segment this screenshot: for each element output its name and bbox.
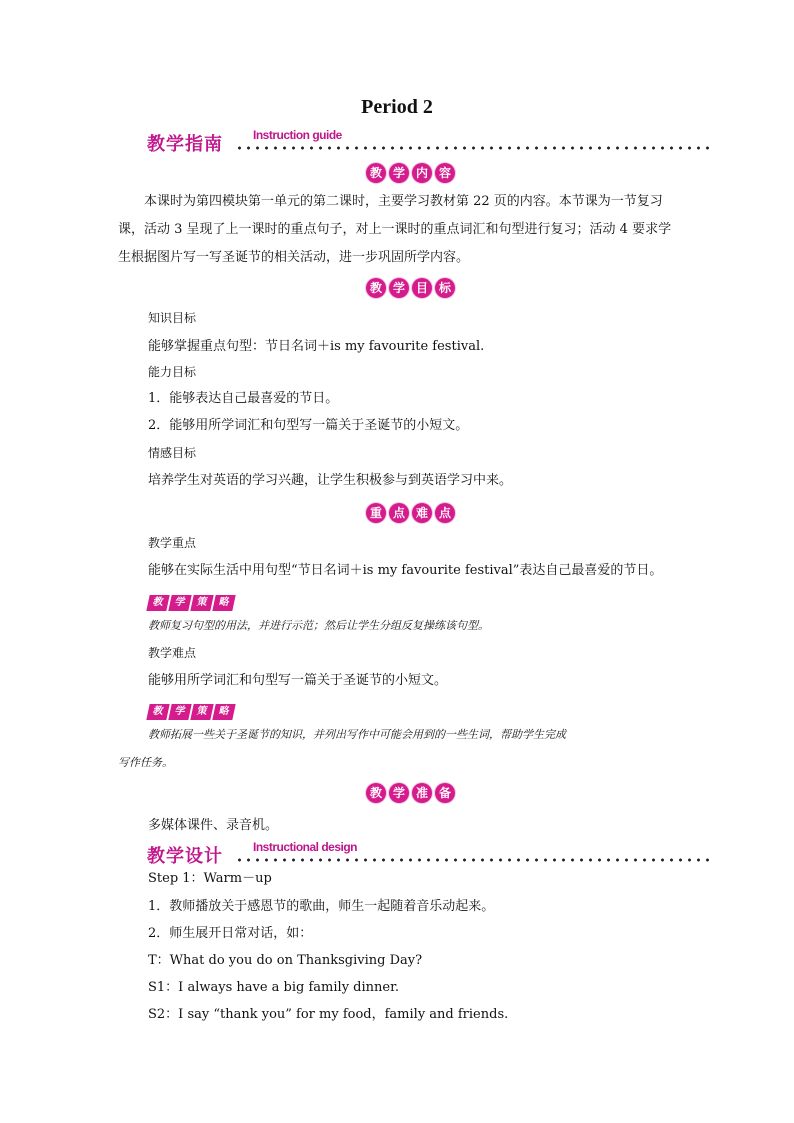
badge-char: 内 — [412, 163, 432, 183]
section-title-cn: 教学设计 — [147, 846, 223, 867]
step-1-heading: Step 1：Warm－up — [148, 871, 272, 886]
focus-strategy-text: 教师复习句型的用法，并进行示范；然后让学生分组反复操练该句型。 — [148, 619, 489, 632]
badge-char: 准 — [412, 783, 432, 803]
dotted-rule — [235, 146, 709, 150]
badge-teaching-content — [366, 162, 458, 184]
badge-char: 教 — [366, 163, 386, 183]
badge-char: 学 — [389, 278, 409, 298]
badge-char: 难 — [412, 503, 432, 523]
badge-char: 备 — [435, 783, 455, 803]
badge-char: 教 — [366, 278, 386, 298]
focus-text: 能够在实际生活中用句型“节日名词＋is my favourite festival”表达自己最喜爱的节日。 — [148, 563, 663, 578]
emotion-goal-text: 培养学生对英语的学习兴趣，让学生积极参与到英语学习中来。 — [148, 473, 513, 488]
difficulty-text: 能够用所学词汇和句型写一篇关于圣诞节的小短文。 — [148, 673, 448, 688]
badge-char: 点 — [435, 503, 455, 523]
page-title: Period 2 — [361, 96, 433, 118]
knowledge-goal-text: 能够掌握重点句型：节日名词＋is my favourite festival. — [148, 339, 485, 354]
dialogue-student-2: S2：I say “thank you” for my food，family and friends. — [148, 1007, 509, 1022]
dialogue-student-1: S1：I always have a big family dinner. — [148, 980, 400, 995]
knowledge-goal-label: 知识目标 — [148, 311, 197, 325]
emotion-goal-label: 情感目标 — [148, 446, 197, 460]
badge-teaching-goals — [366, 277, 458, 299]
strategy-char: 教 — [146, 595, 169, 611]
strategy-char: 略 — [212, 704, 235, 720]
section-title-en: Instruction guide — [253, 128, 342, 142]
design-item-1: 1．教师播放关于感恩节的歌曲，师生一起随着音乐动起来。 — [148, 899, 495, 914]
ability-goal-2: 2．能够用所学词汇和句型写一篇关于圣诞节的小短文。 — [148, 418, 469, 433]
section-title-cn: 教学指南 — [147, 134, 223, 155]
focus-label: 教学重点 — [148, 536, 197, 550]
dotted-rule — [235, 858, 709, 862]
preparation-text: 多媒体课件、录音机。 — [148, 818, 279, 833]
strategy-char: 略 — [212, 595, 235, 611]
strategy-char: 策 — [190, 704, 213, 720]
strategy-char: 学 — [168, 704, 191, 720]
strategy-char: 学 — [168, 595, 191, 611]
badge-char: 教 — [366, 783, 386, 803]
badge-key-difficult-points — [366, 502, 458, 524]
section-header-instruction-guide — [147, 130, 709, 158]
teaching-strategy-tag — [148, 590, 236, 608]
section-header-instructional-design — [147, 842, 709, 870]
badge-char: 点 — [389, 503, 409, 523]
badge-char: 学 — [389, 163, 409, 183]
badge-char: 目 — [412, 278, 432, 298]
badge-char: 重 — [366, 503, 386, 523]
teaching-strategy-tag — [148, 699, 236, 717]
strategy-char: 策 — [190, 595, 213, 611]
badge-teaching-preparation — [366, 782, 458, 804]
difficulty-label: 教学难点 — [148, 646, 197, 660]
difficulty-strategy-line-2: 写作任务。 — [118, 756, 173, 769]
ability-goal-label: 能力目标 — [148, 365, 197, 379]
design-item-2: 2．师生展开日常对话，如： — [148, 926, 313, 941]
content-paragraph: 本课时为第四模块第一单元的第二课时，主要学习教材第 22 页的内容。本节课为一节复习课，活动 3 呈现了上一课时的重点句子，对上一课时的重点词汇和句型进行复习；活动 4 要求学生根据图片写一写圣诞节的相关活动，进一步巩固所学内容。 — [118, 194, 672, 265]
badge-char: 学 — [389, 783, 409, 803]
difficulty-strategy-line-1: 教师拓展一些关于圣诞节的知识，并列出写作中可能会用到的一些生词，帮助学生完成 — [148, 728, 566, 741]
dialogue-teacher: T：What do you do on Thanksgiving Day? — [148, 953, 423, 968]
badge-char: 标 — [435, 278, 455, 298]
section-title-en: Instructional design — [253, 840, 358, 854]
strategy-char: 教 — [146, 704, 169, 720]
ability-goal-1: 1．能够表达自己最喜爱的节日。 — [148, 391, 339, 406]
badge-char: 容 — [435, 163, 455, 183]
